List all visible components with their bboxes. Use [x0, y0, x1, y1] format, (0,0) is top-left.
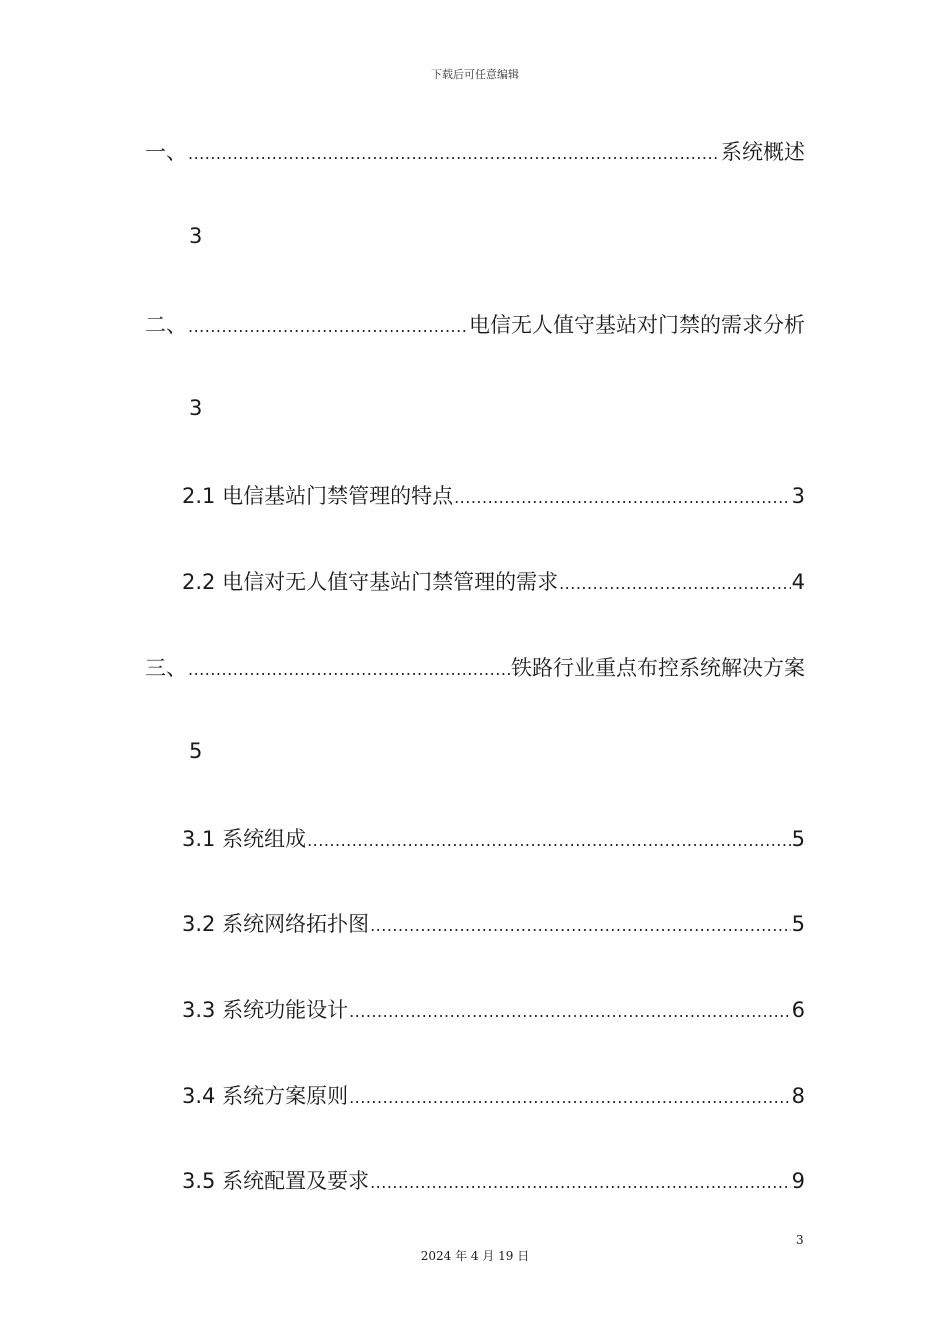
toc-leader-dots [307, 831, 791, 850]
toc-entry-sec3-2[interactable] [182, 908, 805, 938]
toc-number: 二、 [145, 313, 187, 337]
toc-entry-sec3-3[interactable] [182, 994, 805, 1024]
toc-leader-dots [349, 1088, 791, 1107]
toc-leader-dots [349, 1002, 791, 1021]
toc-title: 3.5 系统配置及要求 [182, 1169, 370, 1193]
toc-entry-sec3[interactable] [145, 652, 805, 682]
toc-title: 2.1 电信基站门禁管理的特点 [182, 484, 454, 508]
toc-page: 4 [791, 570, 805, 594]
toc-page: 6 [791, 998, 805, 1022]
toc-page-sec2: 3 [189, 396, 203, 420]
toc-entry-sec1[interactable] [145, 136, 805, 166]
toc-leader-dots [370, 916, 791, 935]
toc-page: 5 [791, 912, 805, 936]
toc-page: 8 [791, 1084, 805, 1108]
toc-number: 三、 [145, 656, 187, 680]
toc-leader-dots [188, 660, 510, 679]
toc-page: 5 [791, 827, 805, 851]
toc-title: 2.2 电信对无人值守基站门禁管理的需求 [182, 570, 559, 594]
toc-number: 一、 [145, 140, 187, 164]
toc-title: 铁路行业重点布控系统解决方案 [511, 656, 805, 680]
toc-entry-sec2-2[interactable] [182, 566, 805, 596]
toc-entry-sec3-5[interactable] [182, 1165, 805, 1195]
toc-leader-dots [370, 1173, 791, 1192]
page-header: 下载后可任意编辑 [431, 68, 519, 81]
toc-entry-sec3-4[interactable] [182, 1080, 805, 1110]
toc-leader-dots [454, 488, 791, 507]
toc-page-sec3: 5 [189, 739, 203, 763]
toc-leader-dots [188, 317, 468, 336]
toc-page: 3 [791, 484, 805, 508]
toc-entry-sec2-1[interactable] [182, 480, 805, 510]
toc-leader-dots [559, 574, 791, 593]
toc-title: 3.3 系统功能设计 [182, 998, 349, 1022]
toc-entry-sec2[interactable] [145, 309, 805, 339]
toc-title: 3.2 系统网络拓扑图 [182, 912, 370, 936]
toc-title: 系统概述 [721, 140, 805, 164]
toc-title: 电信无人值守基站对门禁的需求分析 [469, 313, 805, 337]
toc-leader-dots [188, 144, 720, 163]
toc-page-sec1: 3 [189, 224, 203, 248]
page-number: 3 [796, 1233, 804, 1247]
footer-date: 2024 年 4 月 19 日 [420, 1249, 530, 1263]
toc-title: 3.1 系统组成 [182, 827, 307, 851]
toc-title: 3.4 系统方案原则 [182, 1084, 349, 1108]
toc-entry-sec3-1[interactable] [182, 823, 805, 853]
toc-page: 9 [791, 1169, 805, 1193]
